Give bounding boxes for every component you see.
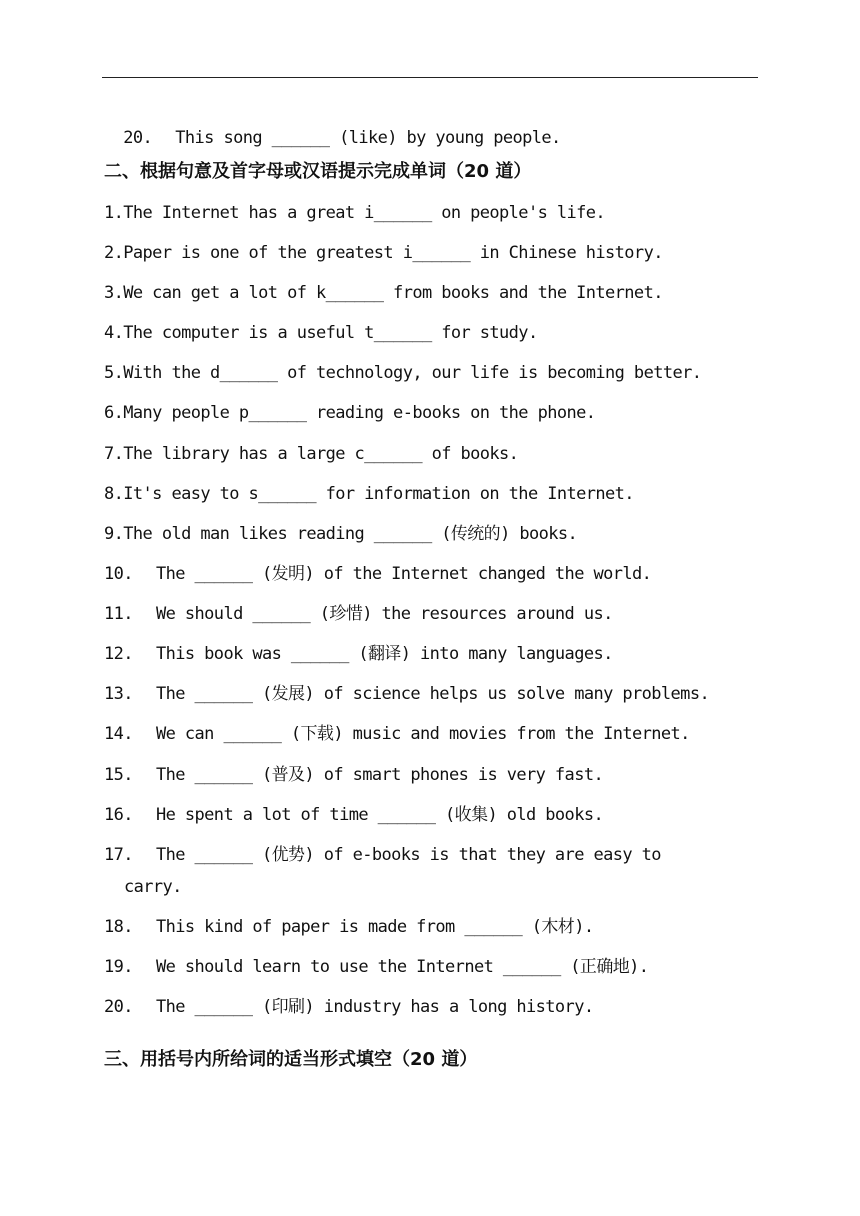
question-item: 11. We should ______ (珍惜) the resources around us. [104,604,613,624]
header-rule [102,77,758,78]
question-item: 4.The computer is a useful t______ for study. [104,323,538,343]
question-item: 3.We can get a lot of k______ from books and the Internet. [104,283,663,303]
question-item [104,108,561,148]
question-number: 20. [123,128,153,148]
question-item: 6.Many people p______ reading e-books on the phone. [104,403,596,423]
question-item: 16. He spent a lot of time ______ (收集) old books. [104,805,604,825]
section-heading: 三、用括号内所给词的适当形式填空（20 道） [104,1049,478,1070]
question-item: 8.It's easy to s______ for information on the Internet. [104,484,634,504]
question-continuation: carry. [124,877,182,897]
question-item: 17. The ______ (优势) of e-books is that they are easy to [104,845,661,865]
question-item: 10. The ______ (发明) of the Internet changed the world. [104,564,652,584]
question-item: 20. The ______ (印刷) industry has a long history. [104,997,594,1017]
question-item: 1.The Internet has a great i______ on people's life. [104,203,606,223]
question-item: 5.With the d______ of technology, our life is becoming better. [104,363,702,383]
question-item: 14. We can ______ (下载) music and movies from the Internet. [104,724,690,744]
question-text: This song ______ (like) by young people. [175,128,561,148]
question-item: 7.The library has a large c______ of books. [104,444,519,464]
question-item: 2.Paper is one of the greatest i______ in Chinese history. [104,243,663,263]
question-item: 15. The ______ (普及) of smart phones is very fast. [104,765,604,785]
question-item: 12. This book was ______ (翻译) into many languages. [104,644,613,664]
question-item: 13. The ______ (发展) of science helps us solve many problems. [104,684,710,704]
section-heading: 二、根据句意及首字母或汉语提示完成单词（20 道） [104,161,532,182]
question-item: 19. We should learn to use the Internet ______ (正确地). [104,957,649,977]
question-item: 18. This kind of paper is made from ______ (木材). [104,917,594,937]
question-item: 9.The old man likes reading ______ (传统的) books. [104,524,578,544]
